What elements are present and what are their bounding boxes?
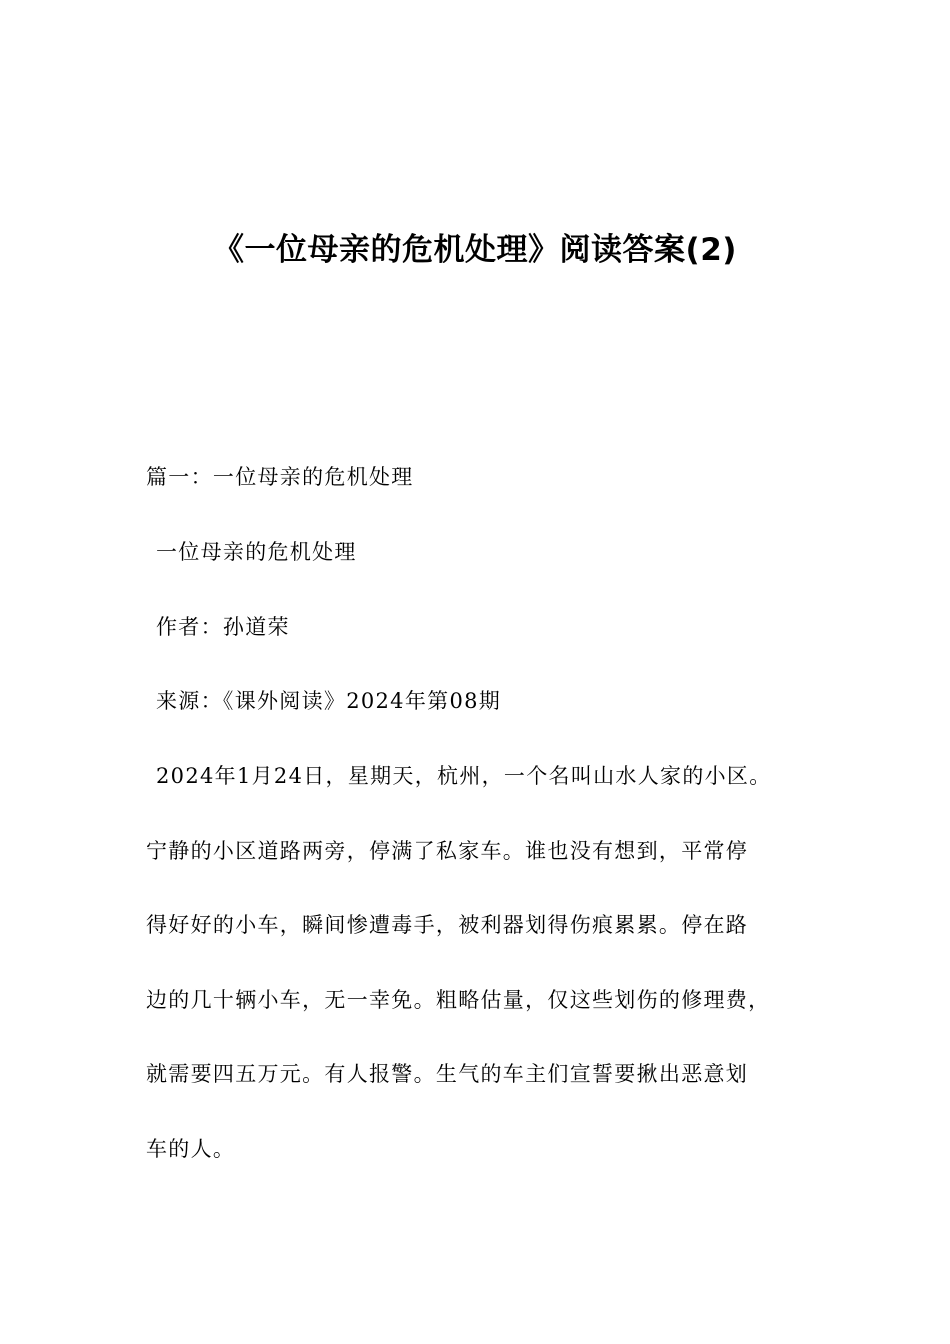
source-line: 来源：《课外阅读》2024年第08期 — [156, 689, 502, 713]
author-line: 作者：孙道荣 — [156, 615, 290, 639]
paragraph-line: 边的几十辆小车，无一幸免。粗略估量，仅这些划伤的修理费， — [146, 988, 771, 1012]
document-title: 《一位母亲的危机处理》阅读答案(2) — [213, 232, 737, 268]
paragraph-line: 就需要四五万元。有人报警。生气的车主们宣誓要揪出恶意划 — [146, 1062, 749, 1086]
article-title: 一位母亲的危机处理 — [156, 540, 357, 564]
paragraph-line: 2024年1月24日，星期天，杭州，一个名叫山水人家的小区。 — [156, 764, 772, 788]
paragraph-line: 宁静的小区道路两旁，停满了私家车。谁也没有想到，平常停 — [146, 839, 749, 863]
section-heading: 篇一：一位母亲的危机处理 — [146, 465, 414, 489]
paragraph-line: 得好好的小车，瞬间惨遭毒手，被利器划得伤痕累累。停在路 — [146, 913, 749, 937]
paragraph-line: 车的人。 — [146, 1137, 236, 1161]
